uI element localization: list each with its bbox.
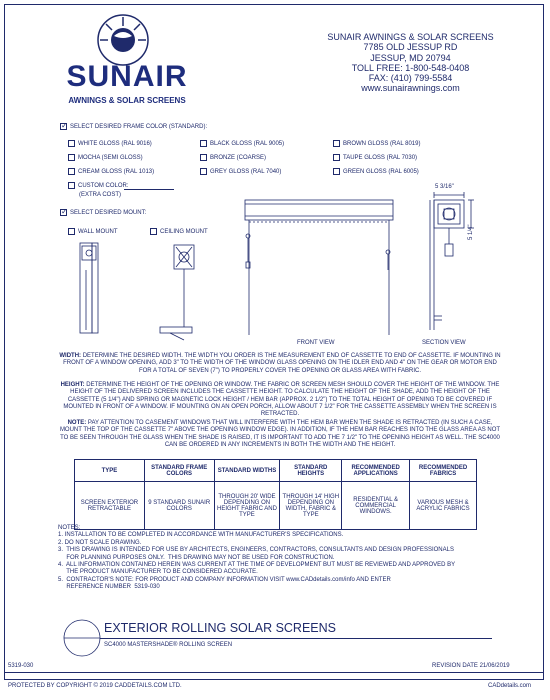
front-view-label: FRONT VIEW — [297, 340, 335, 346]
note-line: 4. ALL INFORMATION CONTAINED HEREIN WAS CURRENT AT THE TIME OF DEVELOPMENT BUT MUST BE REVIEWED AND APPROVED BY — [58, 562, 456, 569]
company-tollfree: TOLL FREE: 1-800-548-0408 — [351, 62, 470, 73]
color-option[interactable]: MOCHA (SEMI GLOSS) — [68, 154, 143, 161]
wall-mount-option[interactable]: WALL MOUNT — [68, 228, 118, 235]
table-cell: SCREEN EXTERIOR RETRACTABLE — [75, 482, 145, 530]
table-cell: VARIOUS MESH & ACRYLIC FABRICS — [410, 482, 477, 530]
company-address-2: JESSUP, MD 20794 — [370, 52, 451, 63]
note-line: 2. DO NOT SCALE DRAWING. — [58, 539, 142, 546]
logo-subtitle: AWNINGS & SOLAR SCREENS — [68, 96, 186, 105]
ceiling-mount-option[interactable]: CEILING MOUNT — [150, 228, 208, 235]
note-line: 1. INSTALLATION TO BE COMPLETED IN ACCORDANCE WITH MANUFACTURER'S SPECIFICATIONS. — [58, 532, 344, 539]
table-header: STANDARD HEIGHTS — [280, 460, 342, 482]
width-paragraph: WIDTH: DETERMINE THE DESIRED WIDTH. THE WIDTH YOU ORDER IS THE MEASUREMENT END OF CASSETTE TO END OF CASSETTE. IF MOUNTING IN FRONT OF A WINDOW OPENING, ADD 3" TO THE WIDTH OF THE WINDOW GLASS OPENING ON THE IDLER END AND 4" ON THE GEAR OR MOTOR END FOR A TOTAL OF SEVEN (7") TO PROPERLY COVER THE OPENING OR GLASS AREA WITH FABRIC. — [59, 353, 501, 374]
table-header: STANDARD FRAME COLORS — [144, 460, 214, 482]
note-line: FOR PLANNING PURPOSES ONLY. THIS DRAWING MAY NOT BE USED FOR CONSTRUCTION. — [58, 554, 335, 561]
spec-table — [74, 459, 477, 530]
company-name: SUNAIR AWNINGS & SOLAR SCREENS — [327, 32, 494, 42]
note-line: 3. THIS DRAWING IS INTENDED FOR USE BY ARCHITECTS, ENGINEERS, CONTRACTORS, CONSULTANTS AND DESIGN PROFESSIONALS — [58, 547, 454, 554]
custom-color-option[interactable]: CUSTOM COLOR: — [68, 182, 129, 189]
dim-section-width: 5 3/16" — [435, 184, 454, 190]
revision-date: REVISION DATE 21/06/2019 — [432, 663, 510, 669]
caddetails-link[interactable]: CADdetails.com — [488, 683, 532, 689]
title-divider — [4, 672, 544, 673]
table-header: STANDARD WIDTHS — [214, 460, 280, 482]
ceiling-mount-drawing — [160, 245, 194, 340]
company-fax: FAX: (410) 799-5584 — [368, 73, 453, 84]
table-row — [75, 482, 477, 530]
reference-number: 5319-030 — [8, 663, 34, 669]
table-header: RECOMMENDED FABRICS — [410, 460, 477, 482]
wall-mount-drawing — [80, 243, 98, 333]
mount-heading: ✓SELECT DESIRED MOUNT: — [60, 209, 146, 216]
drawing-title: EXTERIOR ROLLING SOLAR SCREENS — [104, 621, 337, 635]
table-cell: RESIDENTIAL & COMMERCIAL WINDOWS. — [342, 482, 410, 530]
color-option[interactable]: CREAM GLOSS (RAL 1013) — [68, 168, 154, 175]
color-option[interactable]: GREY GLOSS (RAL 7040) — [200, 168, 281, 175]
note-paragraph: NOTE: PAY ATTENTION TO CASEMENT WINDOWS THAT WILL INTERFERE WITH THE HEM BAR WHEN THE SHADE IS RETRACTED (IN SUCH A CASE, MOUNT THE TOP OF THE CASSETTE 7" ABOVE THE OPENING WINDOW EDGE). IN ADDITION, IF THE HEM BAR REACHES INTO THE GLASS AREA AS NOT TO BE SEEN THROUGH THE GLASS WHEN THE SHADE IS RAISED, IT IS IMPORTANT TO ADD THE 7 1/2" TO THE OPENING HEIGHT AS WELL. THE SC4000 CAN BE ORDERED IN ANY INCREMENTS IN BOTH THE WIDTH AND THE HEIGHT. — [59, 420, 501, 448]
section-view-label: SECTION VIEW — [422, 340, 466, 346]
table-cell: THROUGH 14' HIGH DEPENDING ON WIDTH, FABRIC & TYPE — [280, 482, 342, 530]
table-header: RECOMMENDED APPLICATIONS — [342, 460, 410, 482]
note-line: REFERENCE NUMBER 5319-030 — [58, 584, 160, 591]
dim-section-height: 5 1/4" — [468, 224, 474, 240]
height-paragraph: HEIGHT: DETERMINE THE HEIGHT OF THE OPENING OR WINDOW. THE FABRIC OR SCREEN MESH SHOULD COVER THE HEIGHT OF THE WINDOW. THE HEIGHT OF THE DELIVERED SCREEN INCLUDES THE CASSETTE HEIGHT. TO CALCULATE THE HEIGHT OF THE SHADE, ADD THE HEIGHT OF THE CASSETTE (5 1/4") AND SPRING OR MAGNETIC LOCK HEIGHT / HEM BAR (APPROX. 2 1/2") TO THE TOTAL HEIGHT OF OPENING TO BE COVERED IF MOUNTED IN FRONT OF A WINDOW. IF MOUNTING ON AN OPEN PORCH, ALLOW ABOUT 7 1/2" FOR THE CASSETTE ASSEMBLY WHEN THE SCREEN IS RETRACTED. — [60, 382, 500, 418]
note-line: THE PRODUCT MANUFACTURER TO BE CONSIDERED ACCURATE. — [58, 569, 258, 576]
frame-color-heading: ✓SELECT DESIRED FRAME COLOR (STANDARD): — [60, 123, 207, 130]
company-website[interactable]: www.sunairawnings.com — [361, 83, 460, 94]
table-header: TYPE — [75, 460, 145, 482]
color-option[interactable]: BLACK GLOSS (RAL 9005) — [200, 140, 284, 147]
notes-heading: NOTES: — [58, 525, 81, 531]
custom-color-extra: (EXTRA COST) — [79, 192, 122, 198]
color-option[interactable]: BROWN GLOSS (RAL 8019) — [333, 140, 420, 147]
color-option[interactable]: BRONZE (COARSE) — [200, 154, 266, 161]
table-cell: THROUGH 20' WIDE DEPENDING ON HEIGHT FABRIC AND TYPE — [214, 482, 280, 530]
table-cell: 9 STANDARD SUNAIR COLORS — [144, 482, 214, 530]
table-header-row — [75, 460, 477, 482]
title-underline — [100, 638, 492, 639]
drawing-subtitle: SC4000 MASTERSHADE® ROLLING SCREEN — [104, 642, 233, 648]
copyright-text: PROTECTED BY COPYRIGHT © 2019 CADDETAILS.COM LTD. — [8, 683, 182, 689]
notes-section — [58, 525, 498, 592]
title-circle-icon — [62, 618, 102, 658]
color-option[interactable]: TAUPE GLOSS (RAL 7030) — [333, 154, 417, 161]
color-option[interactable]: WHITE GLOSS (RAL 9016) — [68, 140, 152, 147]
section-view-drawing — [430, 192, 474, 330]
note-line: 5. CONTRACTOR'S NOTE: FOR PRODUCT AND COMPANY INFORMATION VISIT www.CADdetails.com/info AND ENTER — [58, 576, 391, 583]
logo-wordmark: SUNAIR — [66, 60, 188, 93]
front-view-drawing — [245, 200, 393, 335]
company-address-1: 7785 OLD JESSUP RD — [363, 42, 458, 53]
color-option[interactable]: GREEN GLOSS (RAL 6005) — [333, 168, 419, 175]
